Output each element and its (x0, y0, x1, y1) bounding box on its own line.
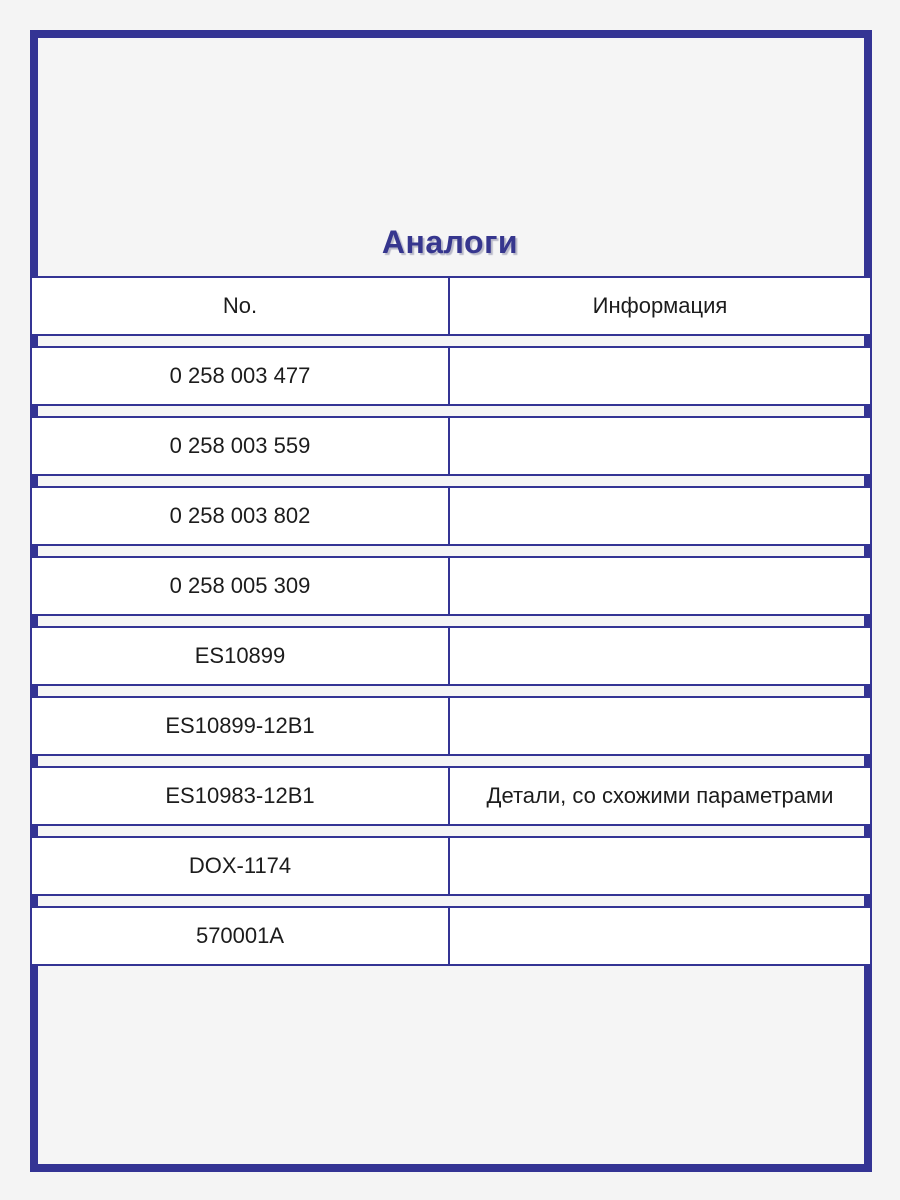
table-row (30, 416, 872, 476)
header-info: Информация (592, 293, 728, 318)
row-info (450, 348, 870, 404)
table-row (30, 626, 872, 686)
table-row (30, 836, 872, 896)
header-no: No. (32, 278, 450, 334)
row-no: DOX-1174 (32, 838, 450, 894)
row-no: 0 258 005 309 (32, 558, 450, 614)
row-info (450, 558, 870, 614)
page-title: Аналоги (381, 224, 519, 260)
table-row (30, 766, 872, 826)
table-row (30, 486, 872, 546)
row-no: ES10983-12B1 (32, 768, 450, 824)
row-no: 570001A (32, 908, 450, 964)
row-info (450, 418, 870, 474)
row-info (450, 698, 870, 754)
table-row (30, 906, 872, 966)
table-row (30, 346, 872, 406)
table-row (30, 556, 872, 616)
row-info (450, 908, 870, 964)
row-info (450, 628, 870, 684)
row-no: 0 258 003 802 (32, 488, 450, 544)
table-row (30, 696, 872, 756)
row-info (450, 838, 870, 894)
row-no: ES10899-12B1 (32, 698, 450, 754)
row-info: Детали, со схожими параметрами (486, 783, 834, 808)
row-no: ES10899 (32, 628, 450, 684)
table-header (30, 276, 872, 336)
row-no: 0 258 003 477 (32, 348, 450, 404)
row-no: 0 258 003 559 (32, 418, 450, 474)
row-info (450, 488, 870, 544)
